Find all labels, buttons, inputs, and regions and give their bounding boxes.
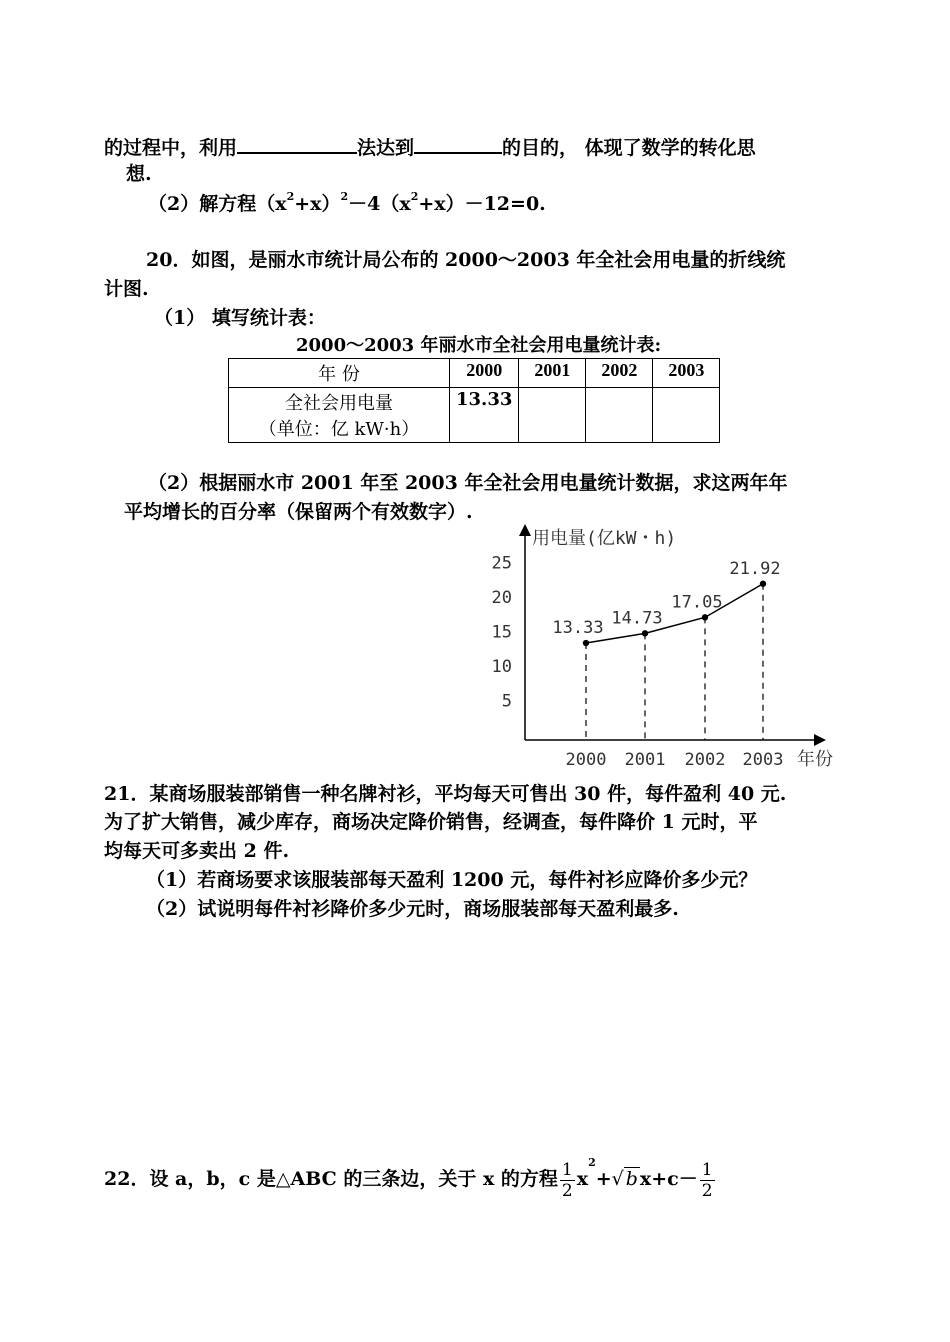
- fraction-denominator: 2: [701, 1180, 713, 1201]
- q20-part2-line1: （2）根据丽水市 2001 年至 2003 年全社会用电量统计数据，求这两年年: [148, 472, 788, 494]
- value-2001[interactable]: [519, 388, 586, 443]
- x-tick-label: 2002: [684, 750, 726, 770]
- superscript: 2: [410, 190, 419, 203]
- q20-line2: 计图.: [104, 278, 149, 300]
- y-tick-label: 15: [491, 622, 512, 643]
- data-point: [642, 630, 648, 636]
- data-label: 14.73: [611, 608, 663, 629]
- q22-text-b: x: [576, 1168, 589, 1190]
- q19-part2-a: （2）解方程（x: [148, 193, 287, 215]
- q20-part1: （1） 填写统计表：: [154, 307, 326, 329]
- q19-line1: [104, 132, 756, 162]
- superscript: 2: [286, 190, 295, 203]
- q19-part2-d: +x）－12=0.: [418, 193, 546, 215]
- q19-part2-b: +x）: [294, 193, 341, 215]
- table-header-row: [229, 359, 720, 388]
- table-title: 2000～2003 年丽水市全社会用电量统计表:: [296, 335, 662, 356]
- data-point: [702, 614, 708, 620]
- fraction-numerator: 1: [561, 1159, 573, 1180]
- data-label: 21.92: [729, 558, 781, 579]
- x-axis-label: 年份: [797, 749, 833, 770]
- q21-part2: （2）试说明每件衬衫降价多少元时，商场服装部每天盈利最多.: [146, 898, 679, 920]
- answer-blank-1[interactable]: [237, 132, 357, 154]
- table-value-row: [229, 388, 720, 443]
- q22-line: [104, 1156, 717, 1202]
- data-point: [583, 640, 589, 646]
- year-2003: 2003: [653, 359, 720, 388]
- q21-line3: 均每天可多卖出 2 件.: [104, 840, 290, 862]
- sqrt-argument: b: [625, 1168, 638, 1190]
- year-2000: 2000: [450, 359, 519, 388]
- value-2002[interactable]: [586, 388, 653, 443]
- q22-text-a: 22．设 a，b，c 是△ABC 的三条边，关于 x 的方程: [104, 1168, 558, 1190]
- fraction-half: [560, 1160, 575, 1201]
- q20-part2-line2: 平均增长的百分率（保留两个有效数字）.: [124, 501, 473, 523]
- superscript: 2: [588, 1156, 596, 1169]
- q19-line2: 想.: [126, 163, 152, 185]
- q21-line2: 为了扩大销售，减少库存，商场决定降价销售，经调查，每件降价 1 元时，平: [104, 811, 758, 833]
- x-tick-label: 2000: [565, 750, 607, 770]
- q21-part1: （1）若商场要求该服装部每天盈利 1200 元，每件衬衫应降价多少元？: [146, 869, 758, 891]
- year-header: 年 份: [229, 359, 450, 388]
- superscript: 2: [340, 190, 349, 203]
- electricity-label: [229, 388, 450, 443]
- sqrt-expression: √ b: [611, 1168, 638, 1190]
- electricity-line-chart: [480, 520, 860, 775]
- y-tick-label: 25: [491, 553, 512, 574]
- data-label: 13.33: [552, 618, 604, 639]
- q19-text-a: 的过程中，利用: [104, 137, 238, 159]
- q19-text-b: 法达到: [357, 137, 415, 159]
- x-tick-label: 2003: [742, 750, 784, 770]
- year-2001: 2001: [519, 359, 586, 388]
- q19-text-c: 的目的， 体现了数学的转化思: [502, 137, 756, 159]
- answer-blank-2[interactable]: [414, 132, 502, 154]
- value-2000: 13.33: [450, 388, 519, 443]
- year-2002: 2002: [586, 359, 653, 388]
- value-2003[interactable]: [653, 388, 720, 443]
- q19-part2-c: －4（x: [348, 193, 411, 215]
- q22-text-c: +: [595, 1168, 612, 1190]
- x-tick-label: 2001: [624, 750, 666, 770]
- q22-text-d: x+c－: [639, 1168, 698, 1190]
- y-tick-label: 10: [491, 657, 512, 677]
- data-label: 17.05: [671, 592, 723, 613]
- q20-line1: 20．如图，是丽水市统计局公布的 2000～2003 年全社会用电量的折线统: [146, 249, 786, 271]
- fraction-half-2: [700, 1160, 715, 1201]
- statistics-table: [228, 358, 720, 443]
- y-tick-label: 5: [501, 691, 512, 712]
- fraction-numerator: 1: [701, 1159, 713, 1180]
- fraction-denominator: 2: [561, 1180, 573, 1201]
- y-tick-label: 20: [491, 588, 512, 608]
- data-point: [760, 581, 766, 587]
- q21-line1: 21．某商场服装部销售一种名牌衬衫，平均每天可售出 30 件，每件盈利 40 元.: [104, 783, 787, 805]
- y-axis-label: 用电量(亿kW・h): [532, 528, 677, 549]
- q19-part2: [148, 190, 546, 218]
- electricity-label-line1: 全社会用电量: [285, 393, 393, 414]
- electricity-unit: （单位：亿 kW·h）: [258, 419, 420, 440]
